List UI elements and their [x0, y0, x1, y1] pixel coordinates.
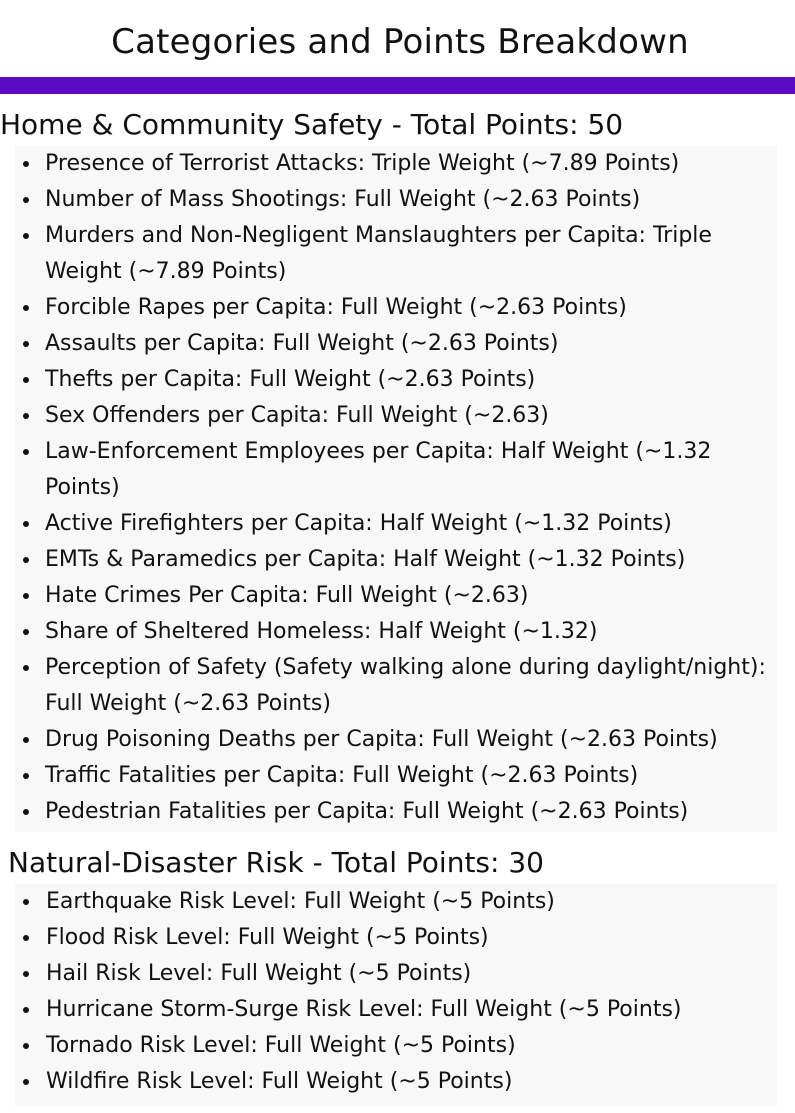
list-item: Number of Mass Shootings: Full Weight (~2.63 Points)	[15, 182, 777, 218]
list-item: Hurricane Storm-Surge Risk Level: Full Weight (~5 Points)	[15, 992, 777, 1028]
list-item: Drug Poisoning Deaths per Capita: Full Weight (~2.63 Points)	[15, 722, 777, 758]
list-item: Sex Offenders per Capita: Full Weight (~2.63)	[15, 398, 777, 434]
list-item: Earthquake Risk Level: Full Weight (~5 Points)	[15, 884, 777, 920]
list-item: Law-Enforcement Employees per Capita: Half Weight (~1.32 Points)	[15, 434, 777, 506]
list-item: Wildfire Risk Level: Full Weight (~5 Points)	[15, 1064, 777, 1100]
list-item: Tornado Risk Level: Full Weight (~5 Points)	[15, 1028, 777, 1064]
list-item: Traffic Fatalities per Capita: Full Weight (~2.63 Points)	[15, 758, 777, 794]
list-item: Flood Risk Level: Full Weight (~5 Points)	[15, 920, 777, 956]
section-heading-natural-disaster-risk: Natural-Disaster Risk - Total Points: 30	[8, 846, 544, 879]
criteria-list-natural-disaster-risk	[15, 884, 777, 1106]
accent-divider	[0, 77, 795, 94]
list-item: Hail Risk Level: Full Weight (~5 Points)	[15, 956, 777, 992]
list-item: Active Firefighters per Capita: Half Weight (~1.32 Points)	[15, 506, 777, 542]
list-item: Thefts per Capita: Full Weight (~2.63 Points)	[15, 362, 777, 398]
list-item: Share of Sheltered Homeless: Half Weight (~1.32)	[15, 614, 777, 650]
list-item: Hate Crimes Per Capita: Full Weight (~2.63)	[15, 578, 777, 614]
section-heading-home-community-safety: Home & Community Safety - Total Points: 50	[0, 108, 624, 141]
list-item: EMTs & Paramedics per Capita: Half Weight (~1.32 Points)	[15, 542, 777, 578]
list-item: Murders and Non-Negligent Manslaughters per Capita: Triple Weight (~7.89 Points)	[15, 218, 777, 290]
list-item: Assaults per Capita: Full Weight (~2.63 Points)	[15, 326, 777, 362]
list-item: Perception of Safety (Safety walking alone during daylight/night): Full Weight (~2.63 Points)	[15, 650, 777, 722]
page-title: Categories and Points Breakdown	[111, 22, 689, 62]
list-item: Forcible Rapes per Capita: Full Weight (~2.63 Points)	[15, 290, 777, 326]
list-item: Presence of Terrorist Attacks: Triple Weight (~7.89 Points)	[15, 146, 777, 182]
criteria-list-home-community-safety	[15, 146, 777, 832]
list-item: Pedestrian Fatalities per Capita: Full Weight (~2.63 Points)	[15, 794, 777, 830]
